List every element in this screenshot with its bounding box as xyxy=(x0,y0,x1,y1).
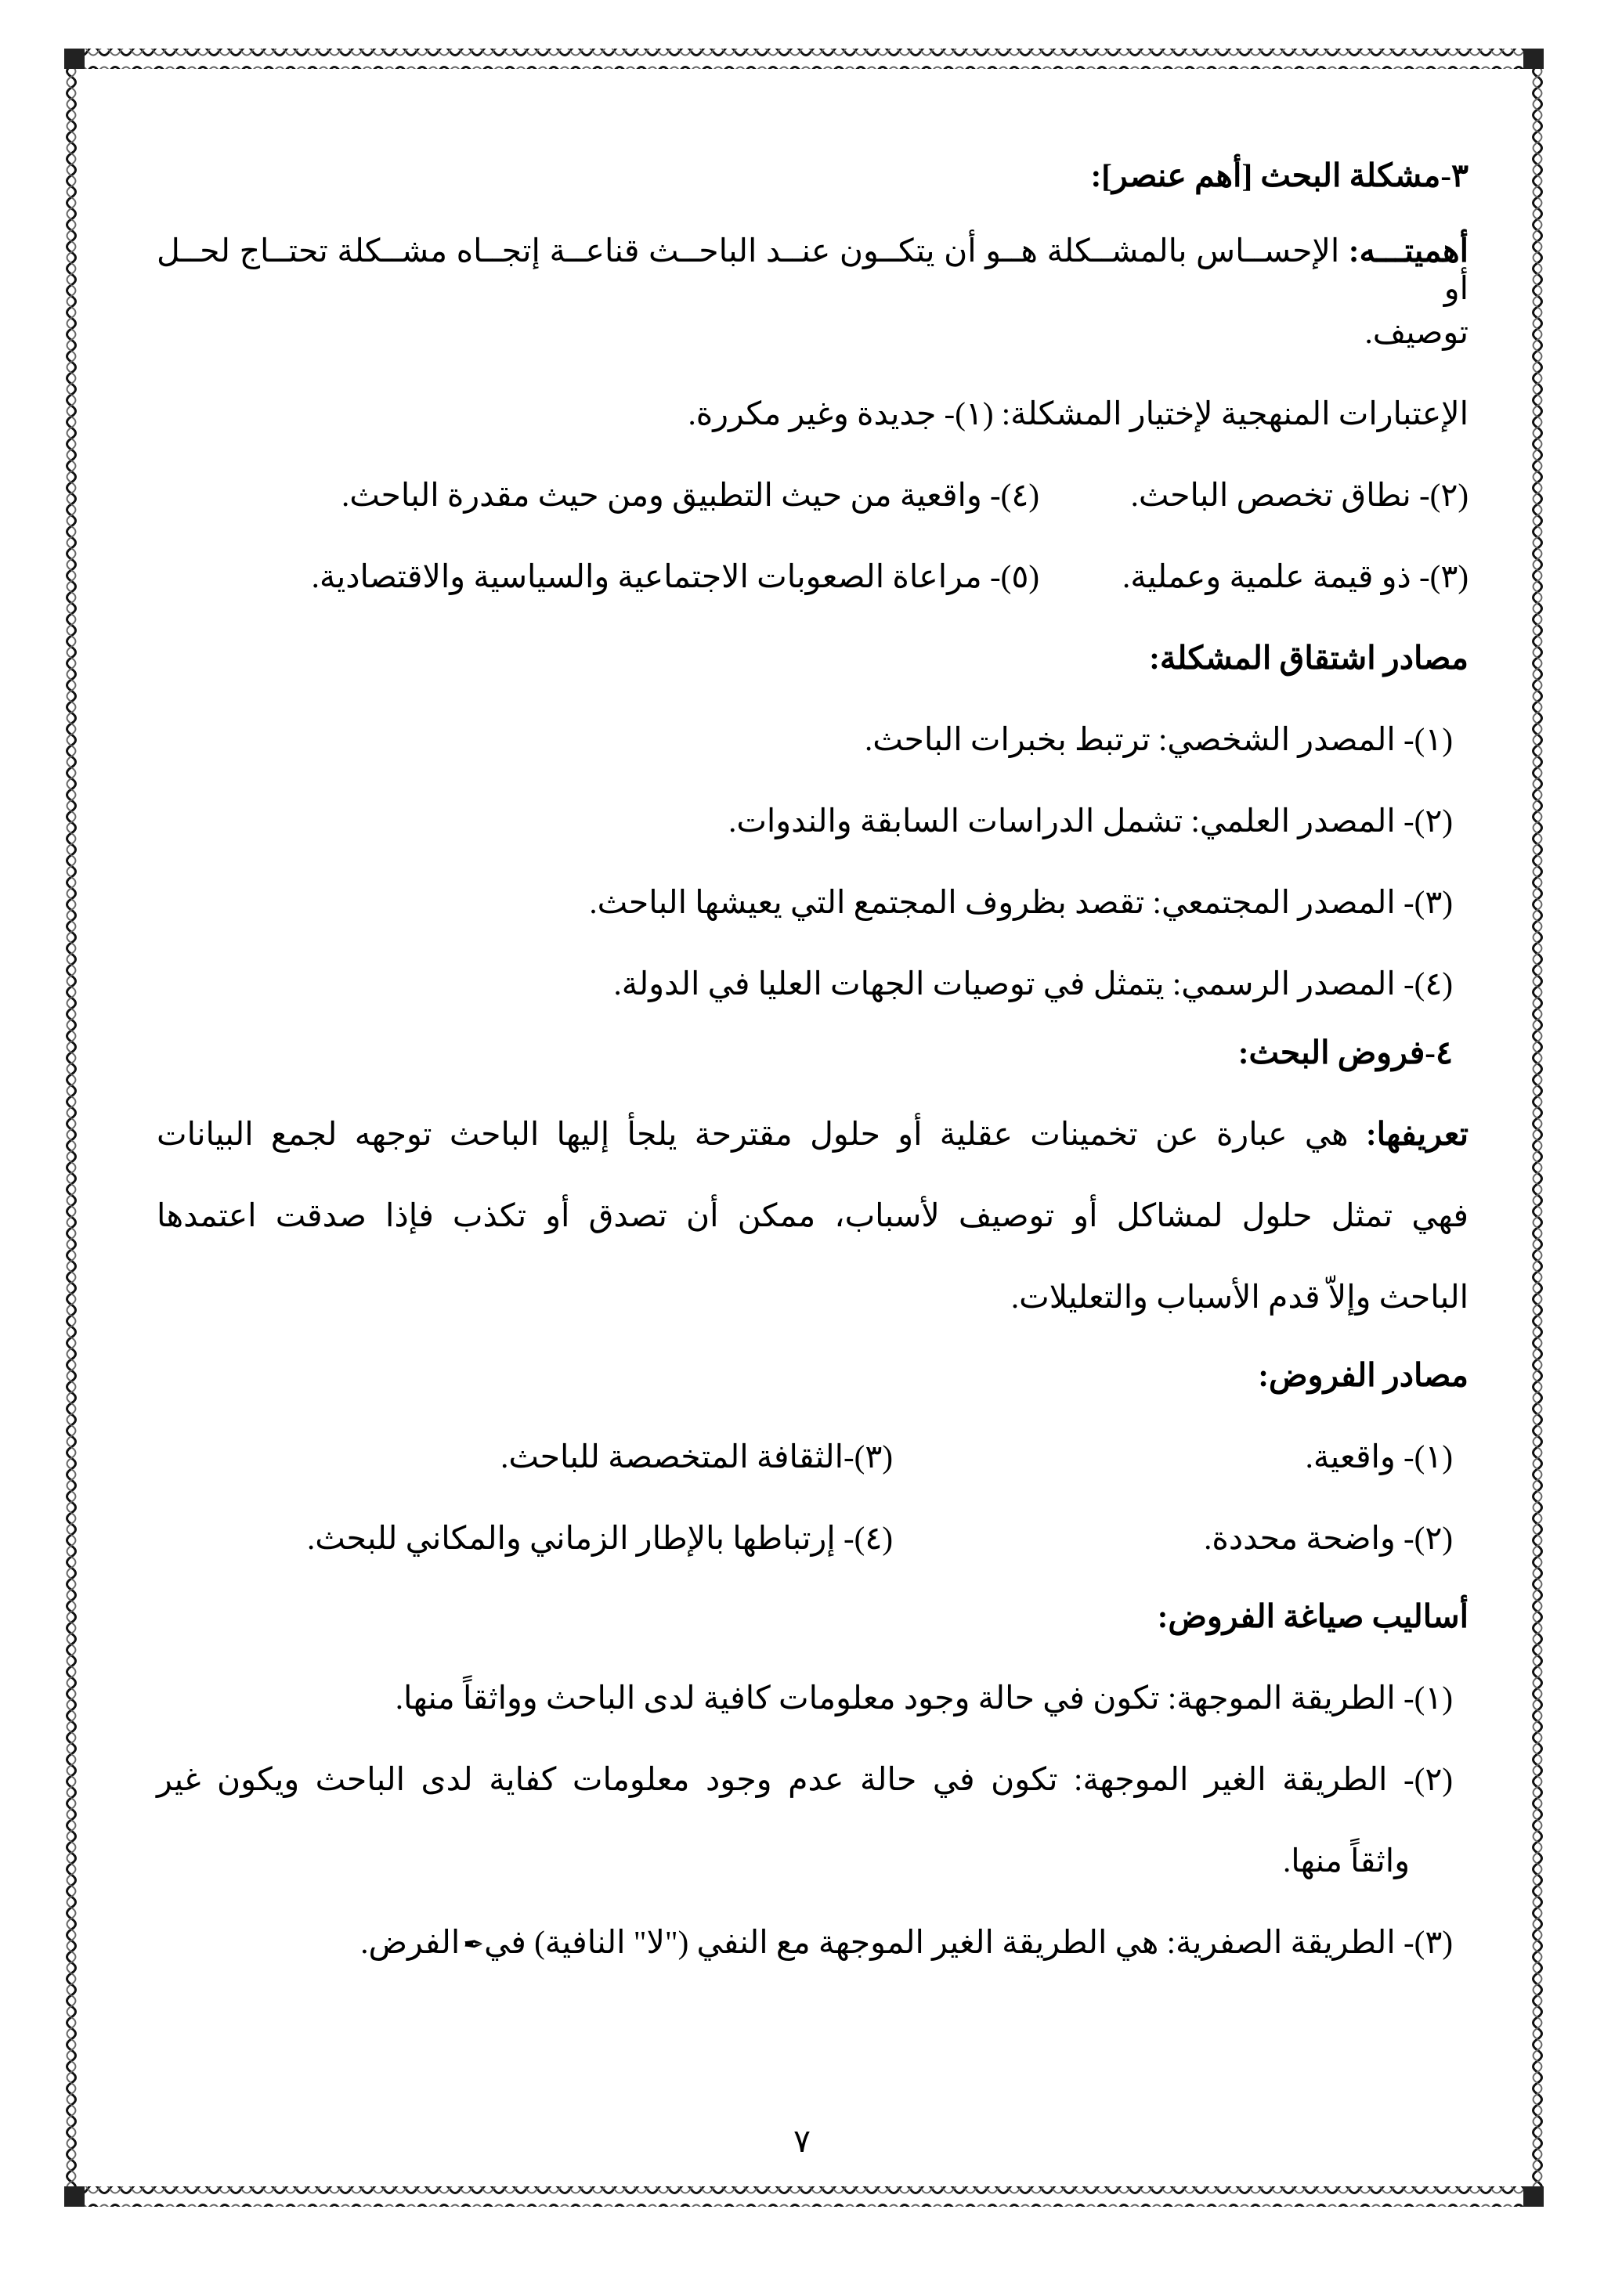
page-number: ٧ xyxy=(793,2123,811,2159)
problem-source-3: (٣)- المصدر المجتمعي: تقصد بظروف المجتمع التي يعيشها الباحث. xyxy=(589,884,1453,920)
section-4-title: ٤-فروض البحث: xyxy=(1237,1034,1453,1070)
importance-line-1 xyxy=(157,232,1469,307)
formulation-item-3-text: (٣)- الطريقة الصفرية: هي الطريقة الغير الموجهة مع النفي ("لا" النافية) في xyxy=(484,1924,1453,1960)
hypothesis-sources-title: مصادر الفروض: xyxy=(1258,1357,1469,1393)
definition-line-2: فهي تمثل حلول لمشاكل أو توصيف لأسباب، ممكن أن تصدق أو تكذب فإذا صدقت اعتمدها xyxy=(157,1197,1469,1233)
importance-text-1: الإحســاس بالمشــكلة هــو أن يتكــون عنــد الباحــث قناعــة إتجــاه مشــكلة تحتــاج لحــل أو xyxy=(157,233,1469,306)
definition-line-1 xyxy=(157,1115,1469,1153)
consideration-3: (٣)- ذو قيمة علمية وعملية. xyxy=(1122,558,1469,594)
consideration-4: (٤)- واقعية من حيث التطبيق ومن حيث مقدرة الباحث. xyxy=(341,477,1039,513)
problem-source-4: (٤)- المصدر الرسمي: يتمثل في توصيات الجهات العليا في الدولة. xyxy=(613,966,1453,1002)
problem-source-1: (١)- المصدر الشخصي: ترتبط بخبرات الباحث. xyxy=(865,721,1453,757)
hypothesis-source-4: (٤)- إرتباطها بالإطار الزماني والمكاني للبحث. xyxy=(306,1520,893,1556)
importance-label: أهميتـــه: xyxy=(1348,233,1469,269)
definition-label: تعريفها: xyxy=(1366,1116,1469,1152)
consideration-2: (٢)- نطاق تخصص الباحث. xyxy=(1130,477,1469,513)
problem-source-2: (٢)- المصدر العلمي: تشمل الدراسات السابقة والندوات. xyxy=(728,803,1453,839)
hypothesis-source-3: (٣)-الثقافة المتخصصة للباحث. xyxy=(500,1439,893,1475)
importance-line-2: توصيف. xyxy=(1364,314,1469,350)
hypothesis-source-2: (٢)- واضحة محددة. xyxy=(1204,1520,1453,1556)
definition-text-1: هي عبارة عن تخمينات عقلية أو حلول مقترحة يلجأ إليها الباحث توجهه لجمع البيانات xyxy=(157,1116,1349,1152)
hypothesis-source-1: (١)- واقعية. xyxy=(1305,1439,1453,1475)
consideration-5: (٥)- مراعاة الصعوبات الاجتماعية والسياسية والاقتصادية. xyxy=(311,558,1039,594)
formulation-item-2-line-2: واثقاً منها. xyxy=(1282,1843,1410,1879)
formulation-title: أساليب صياغة الفروض: xyxy=(1157,1598,1469,1634)
formulation-item-2-line-1: (٢)- الطريقة الغير الموجهة: تكون في حالة عدم وجود معلومات كفاية لدى الباحث ويكون غير xyxy=(157,1761,1453,1797)
formulation-item-1: (١)- الطريقة الموجهة: تكون في حالة وجود معلومات كافية لدى الباحث وواثقاً منها. xyxy=(395,1680,1453,1716)
formulation-item-3-end: الفرض. xyxy=(360,1924,461,1960)
definition-line-3: الباحث وإلاّ قدم الأسباب والتعليلات. xyxy=(1010,1279,1469,1315)
feather-icon: ✒ xyxy=(463,1930,485,1958)
considerations-intro: الإعتبارات المنهجية لإختيار المشكلة: (١)- جديدة وغير مكررة. xyxy=(688,395,1469,431)
problem-sources-title: مصادر اشتقاق المشكلة: xyxy=(1149,640,1469,676)
formulation-item-3 xyxy=(360,1923,1453,1963)
section-3-title: ٣-مشكلة البحث [أهم عنصر]: xyxy=(1090,157,1469,193)
